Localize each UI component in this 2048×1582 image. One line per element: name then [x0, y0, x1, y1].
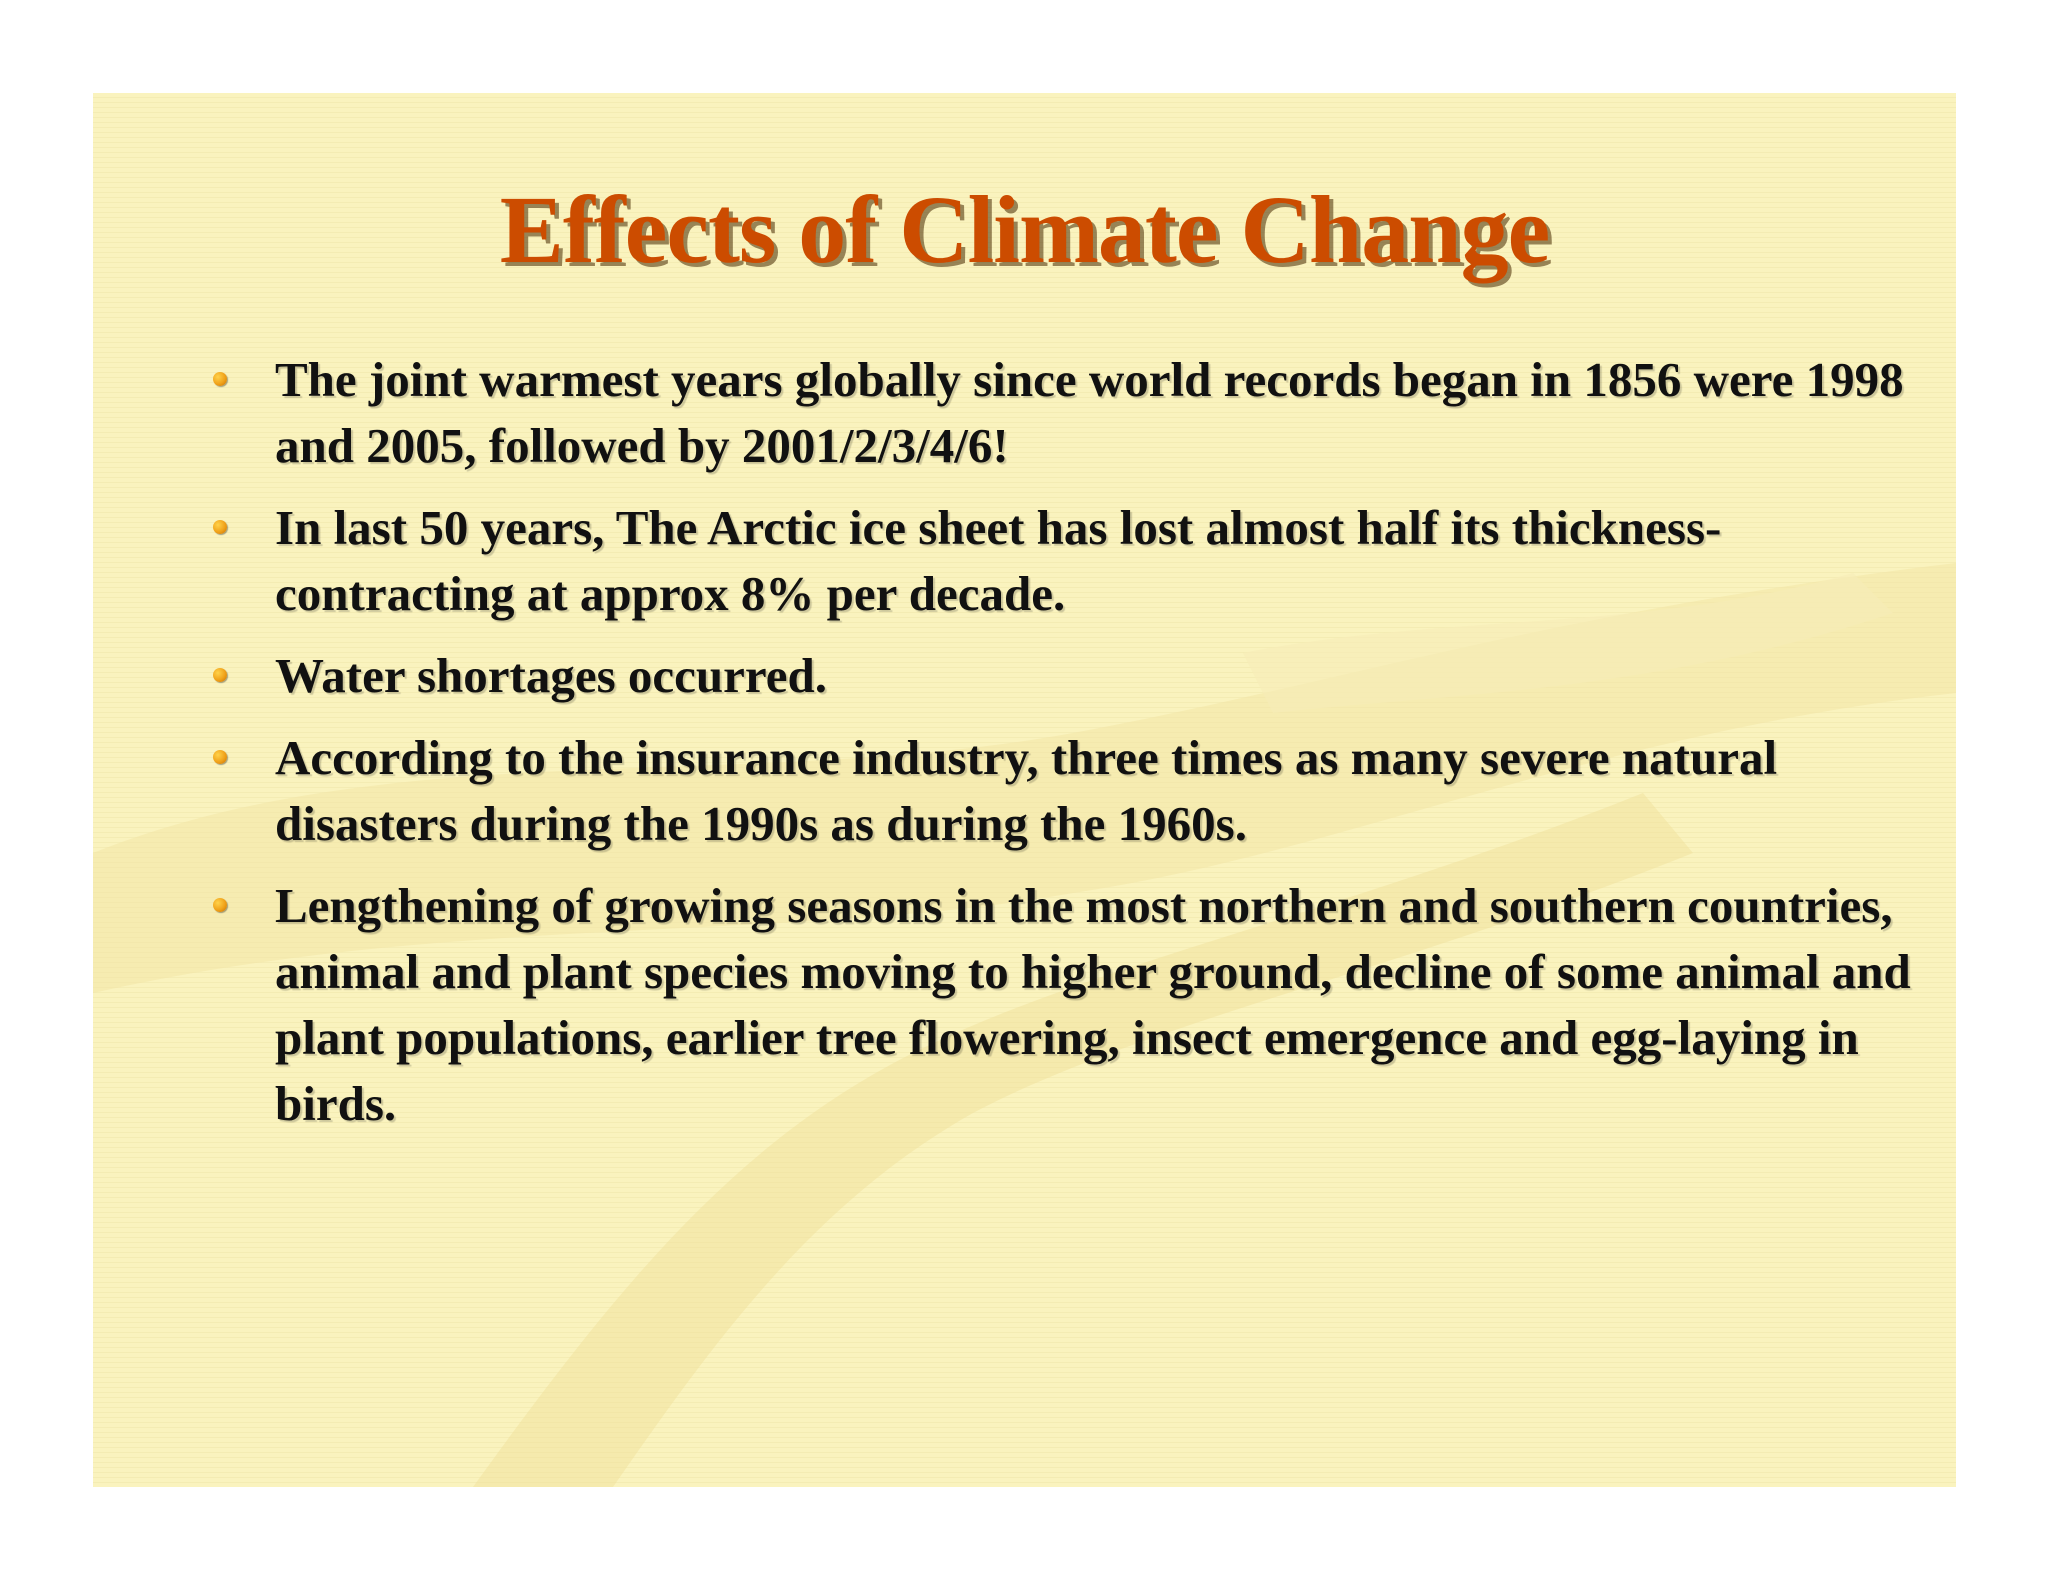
bullet-list	[193, 347, 1933, 1153]
bullet-text: Water shortages occurred.	[275, 648, 828, 703]
bullet-icon	[213, 520, 227, 534]
bullet-text: In last 50 years, The Arctic ice sheet has lost almost half its thickness-contracting at approx 8% per decade.	[275, 500, 1722, 621]
list-item	[193, 495, 1933, 627]
bullet-icon	[213, 372, 227, 386]
slide	[93, 93, 1956, 1487]
bullet-text: Lengthening of growing seasons in the most northern and southern countries, animal and plant species moving to higher ground, decline of some animal and plant populations, earlier tree flowering, insect emergence and egg-laying in birds.	[275, 878, 1911, 1131]
bullet-text: According to the insurance industry, three times as many severe natural disasters during the 1990s as during the 1960s.	[275, 730, 1778, 851]
list-item	[193, 873, 1933, 1137]
bullet-icon	[213, 668, 227, 682]
bullet-icon	[213, 898, 227, 912]
bullet-text: The joint warmest years globally since world records began in 1856 were 1998 and 2005, followed by 2001/2/3/4/6!	[275, 352, 1904, 473]
list-item	[193, 643, 1933, 709]
list-item	[193, 725, 1933, 857]
list-item	[193, 347, 1933, 479]
slide-title: Effects of Climate Change	[499, 176, 1550, 283]
bullet-icon	[213, 750, 227, 764]
